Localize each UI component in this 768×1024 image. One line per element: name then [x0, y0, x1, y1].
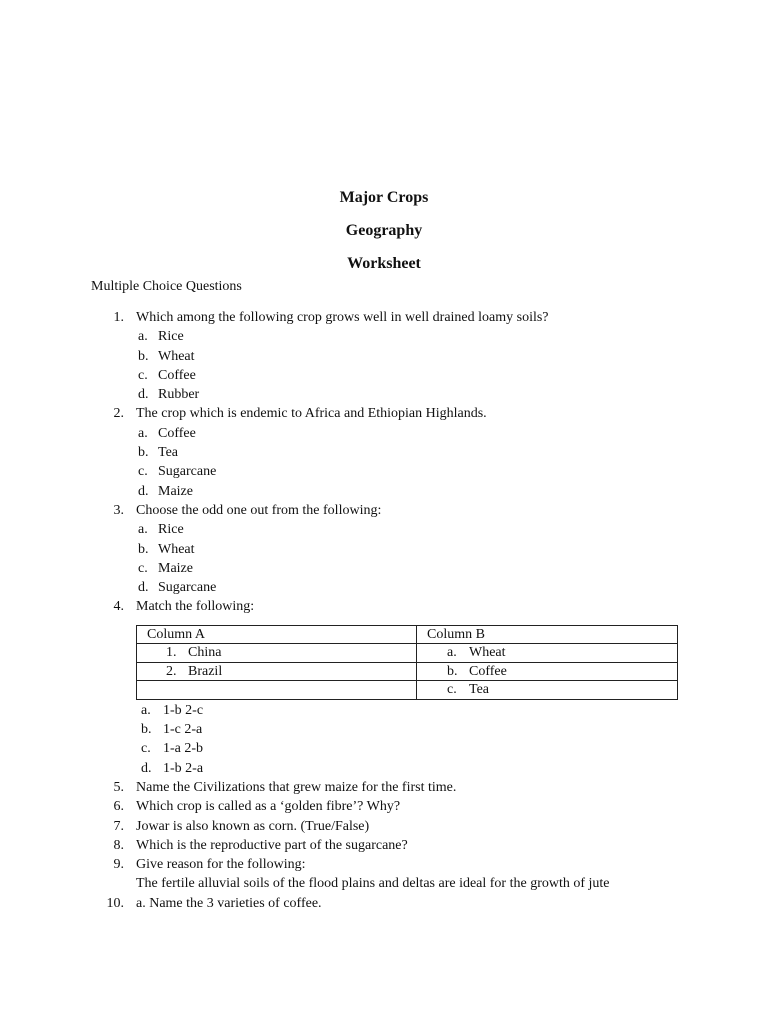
option-letter: c.: [141, 741, 151, 757]
question-number: 3.: [113, 502, 124, 518]
option-item: [0, 520, 768, 539]
table-cell: [137, 662, 417, 681]
cell-text: Wheat: [469, 645, 506, 661]
option-item: [0, 701, 768, 720]
option-text: Coffee: [158, 367, 196, 383]
cell-text: Coffee: [469, 663, 507, 679]
question-number: 5.: [113, 779, 124, 795]
question-2: [0, 404, 768, 423]
option-item: [0, 385, 768, 404]
option-letter: a.: [141, 702, 151, 718]
option-letter: a.: [138, 425, 148, 441]
option-text: 1-a 2-b: [163, 741, 204, 757]
question-number: 1.: [113, 310, 124, 325]
question-5: [0, 778, 768, 797]
cell-number: 1.: [166, 645, 177, 661]
option-text: Sugarcane: [158, 580, 217, 596]
cell-text: Brazil: [188, 663, 223, 679]
table-header-row: [137, 625, 678, 644]
cell-text: China: [188, 645, 222, 661]
question-text: The crop which is endemic to Africa and Ethiopian Highlands.: [136, 406, 487, 422]
option-letter: a.: [138, 522, 148, 538]
option-letter: b.: [138, 348, 149, 364]
table-row: [137, 681, 678, 700]
cell-number: 2.: [166, 663, 177, 679]
option-text: Tea: [158, 445, 179, 461]
table-cell: [417, 644, 678, 663]
question-3: [0, 501, 768, 520]
question-number: 2.: [113, 406, 124, 422]
option-letter: d.: [141, 760, 152, 776]
table-cell: [137, 644, 417, 663]
question-text: Name the Civilizations that grew maize for the first time.: [136, 779, 457, 795]
question-text: a. Name the 3 varieties of coffee.: [136, 895, 322, 911]
option-item: [0, 559, 768, 578]
option-item: [0, 424, 768, 443]
option-item: [0, 462, 768, 481]
option-item: [0, 759, 768, 778]
option-item: [0, 327, 768, 346]
question-6: [0, 797, 768, 816]
question-4: [0, 597, 768, 616]
doc-type-title: Worksheet: [347, 255, 421, 272]
question-1: [0, 308, 768, 327]
question-text: Match the following:: [136, 599, 255, 615]
option-text: Maize: [158, 560, 193, 576]
cell-text: Tea: [469, 682, 490, 698]
subject-title: Geography: [345, 222, 423, 239]
option-text: Rice: [158, 329, 184, 345]
table-row: [137, 662, 678, 681]
section-heading: Multiple Choice Questions: [91, 279, 242, 294]
option-item: [0, 366, 768, 385]
option-letter: b.: [138, 445, 149, 461]
option-letter: c.: [138, 464, 148, 480]
option-text: 1-b 2-c: [163, 702, 204, 718]
option-letter: d.: [138, 580, 149, 596]
option-text: Sugarcane: [158, 464, 217, 480]
option-item: [0, 540, 768, 559]
question-number: 10.: [106, 895, 124, 911]
cell-letter: c.: [447, 682, 457, 698]
option-item: [0, 347, 768, 366]
question-list: [0, 308, 768, 913]
question-text: Which is the reproductive part of the sugarcane?: [136, 837, 408, 853]
option-item: [0, 578, 768, 597]
question-9: [0, 855, 768, 874]
title-block: [0, 181, 768, 280]
option-text: Wheat: [158, 541, 195, 557]
option-text: Rubber: [158, 387, 200, 403]
continuation-text: The fertile alluvial soils of the flood plains and deltas are ideal for the growth of jute: [136, 876, 610, 892]
table-cell: [137, 681, 417, 700]
column-b-header: Column B: [417, 625, 678, 644]
option-letter: c.: [138, 560, 148, 576]
option-text: Coffee: [158, 425, 196, 441]
question-number: 7.: [113, 818, 124, 834]
question-text: Jowar is also known as corn. (True/False): [136, 818, 370, 834]
cell-letter: b.: [447, 663, 458, 679]
option-item: [0, 720, 768, 739]
question-10: [0, 894, 768, 913]
table-cell: [417, 662, 678, 681]
option-letter: d.: [138, 387, 149, 403]
question-7: [0, 817, 768, 836]
option-item: [0, 482, 768, 501]
table-row: [137, 644, 678, 663]
option-text: Wheat: [158, 348, 195, 364]
question-number: 4.: [113, 599, 124, 615]
page-title: Major Crops: [339, 189, 429, 206]
cell-letter: a.: [447, 645, 457, 661]
question-text: Which among the following crop grows well in well drained loamy soils?: [136, 310, 549, 325]
match-table: [136, 625, 678, 700]
option-letter: c.: [138, 367, 148, 383]
question-number: 6.: [113, 799, 124, 815]
option-text: 1-b 2-a: [163, 760, 204, 776]
question-text: Give reason for the following:: [136, 857, 306, 873]
table-cell: [417, 681, 678, 700]
column-a-header: Column A: [137, 625, 417, 644]
option-letter: a.: [138, 329, 148, 345]
option-text: Maize: [158, 483, 193, 499]
question-number: 9.: [113, 857, 124, 873]
option-letter: d.: [138, 483, 149, 499]
question-text: Which crop is called as a ‘golden fibre’? Why?: [136, 799, 401, 815]
question-text: Choose the odd one out from the following:: [136, 502, 382, 518]
option-item: [0, 443, 768, 462]
question-number: 8.: [113, 837, 124, 853]
option-item: [0, 739, 768, 758]
question-continuation: [0, 874, 768, 893]
option-letter: b.: [141, 722, 152, 738]
option-text: 1-c 2-a: [163, 722, 203, 738]
option-letter: b.: [138, 541, 149, 557]
question-8: [0, 836, 768, 855]
option-text: Rice: [158, 522, 184, 538]
